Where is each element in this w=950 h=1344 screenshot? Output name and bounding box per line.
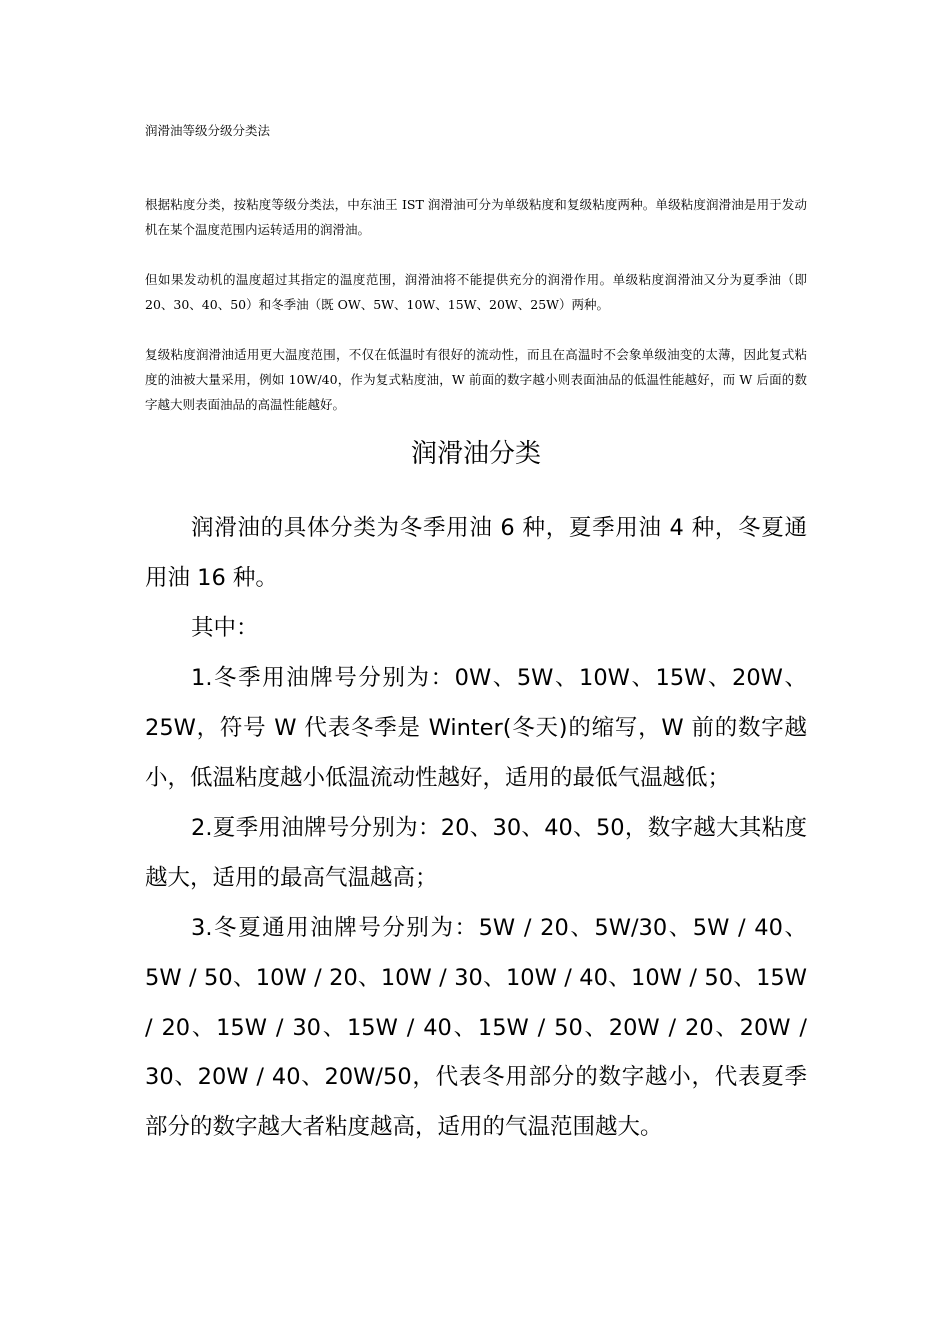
section-title: 润滑油分类 <box>410 439 541 469</box>
list-item-winter-oil: 1.冬季用油牌号分别为：0W、5W、10W、15W、20W、25W，符号 W 代表冬季是 Winter(冬天)的缩写，W 前的数字越小，低温粘度越小低温流动性越好，适用的最低气温越低； <box>145 665 807 791</box>
paragraph-among-them: 其中： <box>191 615 259 641</box>
paragraph-single-grade-oil: 但如果发动机的温度超过其指定的温度范围，润滑油将不能提供充分的润滑作用。单级粘度润滑油又分为夏季油（即 20、30、40、50）和冬季油（既 OW、5W、10W、15W、20W、25W）两种。 <box>145 272 807 312</box>
document-title: 润滑油等级分级分类法 <box>145 123 271 138</box>
list-item-summer-oil: 2.夏季用油牌号分别为：20、30、40、50，数字越大其粘度越大，适用的最高气温越高； <box>145 815 807 891</box>
paragraph-category-count: 润滑油的具体分类为冬季用油 6 种，夏季用油 4 种，冬夏通用油 16 种。 <box>145 515 807 591</box>
list-item-all-season-oil: 3.冬夏通用油牌号分别为：5W / 20、5W/30、5W / 40、5W / 50、10W / 20、10W / 30、10W / 40、10W / 50、15W / 20、15W / 30、15W / 40、15W / 50、20W / 20、20W / 30、20W / 40、20W/50，代表冬用部分的数字越小，代表夏季部分的数字越大者粘度越高，适用的气温范围越大。 <box>145 915 807 1141</box>
paragraph-viscosity-classification: 根据粘度分类，按粘度等级分类法，中东油王 IST 润滑油可分为单级粘度和复级粘度两种。单级粘度润滑油是用于发动机在某个温度范围内运转适用的润滑油。 <box>145 197 807 237</box>
paragraph-multi-grade-oil: 复级粘度润滑油适用更大温度范围，不仅在低温时有很好的流动性，而且在高温时不会象单级油变的太薄，因此复式粘度的油被大量采用，例如 10W/40，作为复式粘度油，W 前面的数字越小则表面油品的低温性能越好，而 W 后面的数字越大则表面油品的高温性能越好。 <box>145 347 807 412</box>
